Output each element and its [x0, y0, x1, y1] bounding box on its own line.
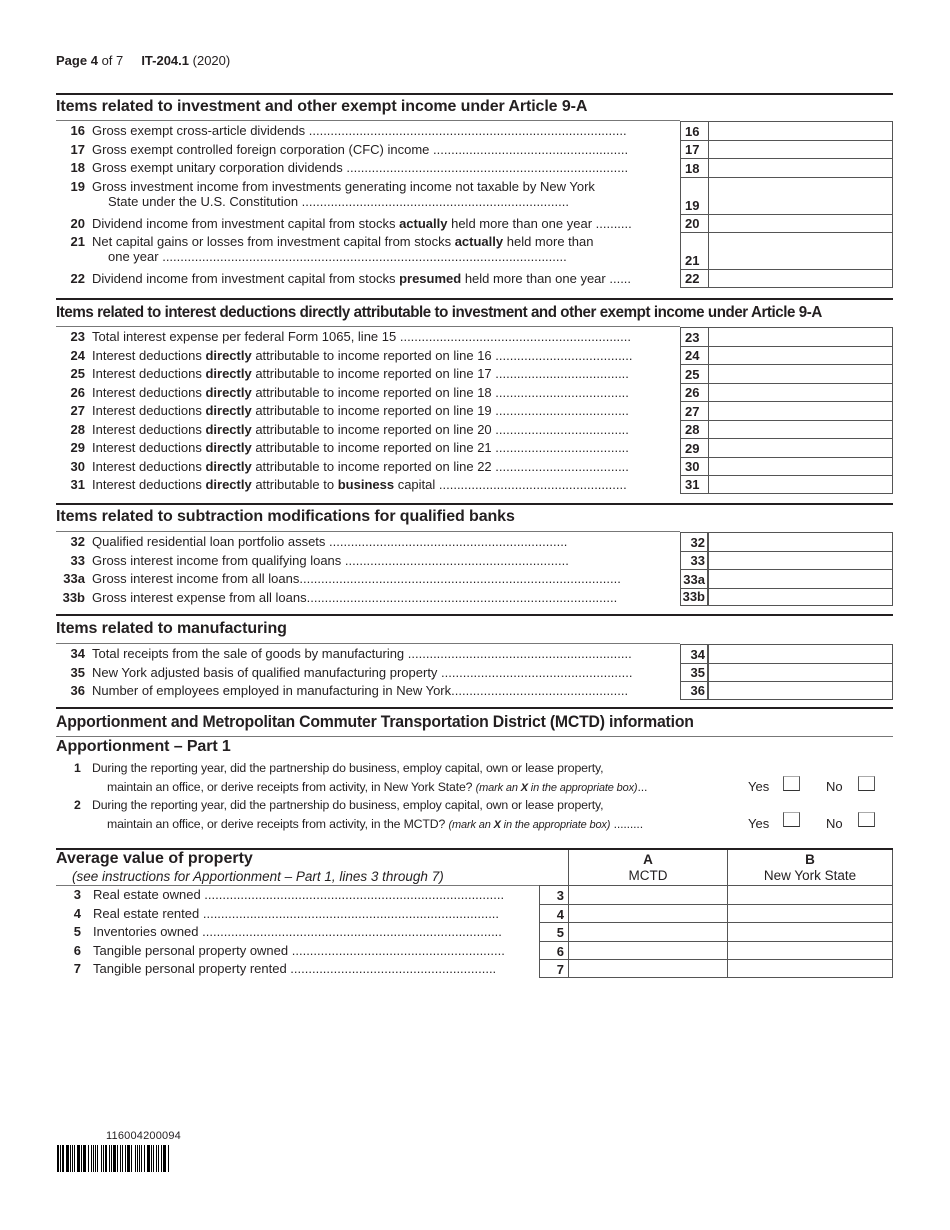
line-box-label: 23 — [680, 327, 708, 346]
line-25-amount-input[interactable] — [708, 364, 893, 383]
line-17 — [56, 140, 893, 159]
line-description: Interest deductions directly attributable to business capital .................................................... — [92, 477, 627, 492]
line-28 — [56, 420, 893, 439]
line-number: 32 — [70, 534, 85, 549]
line-description: Qualified residential loan portfolio assets .................................................................. — [92, 534, 568, 549]
property-table-title: Average value of property — [56, 850, 253, 867]
line-27 — [56, 401, 893, 420]
average-value-of-property-table — [56, 848, 893, 978]
line-20 — [56, 214, 893, 233]
line-33a — [56, 569, 893, 588]
line-6-mctd-input[interactable] — [568, 941, 727, 960]
line-18-amount-input[interactable] — [708, 158, 893, 177]
column-letter: B — [805, 852, 815, 867]
line-number: 28 — [70, 421, 85, 437]
line-6-nys-input[interactable] — [727, 941, 893, 960]
line-26 — [56, 383, 893, 402]
q2-no-label: No — [826, 816, 843, 831]
line-box-label: 3 — [539, 885, 568, 904]
line-number: 35 — [70, 664, 85, 680]
line-number: 20 — [70, 215, 85, 231]
line-31-amount-input[interactable] — [708, 475, 893, 494]
line-description: Total receipts from the sale of goods by manufacturing .............................................................. — [92, 646, 632, 661]
line-number: 30 — [70, 458, 85, 474]
line-number: 21 — [70, 234, 85, 249]
line-3-mctd-input[interactable] — [568, 885, 727, 904]
property-line-7 — [56, 959, 893, 978]
q1-no-checkbox[interactable] — [858, 776, 875, 791]
section-rule — [56, 298, 893, 300]
section-title-qualified-banks: Items related to subtraction modifications for qualified banks — [56, 508, 515, 525]
line-3-nys-input[interactable] — [727, 885, 893, 904]
line-number: 5 — [73, 924, 81, 939]
line-24-amount-input[interactable] — [708, 346, 893, 365]
line-description: Net capital gains or losses from investment capital from stocks actually held more than one year ................................................................................................................ — [92, 234, 594, 264]
line-box-label: 36 — [680, 681, 708, 700]
property-table-subtitle: (see instructions for Apportionment – Part 1, lines 3 through 7) — [72, 869, 444, 884]
line-number: 4 — [73, 905, 81, 921]
line-description: Interest deductions directly attributable to income reported on line 21 ..................................... — [92, 440, 629, 455]
column-label: New York State — [763, 868, 857, 883]
form-id: IT-204.1 — [141, 53, 190, 68]
line-32-amount-input[interactable] — [708, 532, 893, 551]
line-number: 25 — [70, 366, 85, 381]
line-box-label: 28 — [680, 420, 708, 439]
line-35-amount-input[interactable] — [708, 663, 893, 682]
section-title-apportionment-mctd: Apportionment and Metropolitan Commuter Transportation District (MCTD) information — [56, 713, 694, 731]
line-description: Total interest expense per federal Form 1065, line 15 ................................................................ — [92, 329, 631, 344]
line-number: 31 — [70, 477, 85, 492]
q2-yes-checkbox[interactable] — [783, 812, 800, 827]
line-description: New York adjusted basis of qualified manufacturing property ..................................................... — [92, 664, 633, 680]
line-16-amount-input[interactable] — [708, 121, 893, 140]
line-number: 22 — [70, 271, 85, 286]
line-box-label: 21 — [680, 232, 708, 269]
line-29 — [56, 438, 893, 457]
line-description: Interest deductions directly attributable to income reported on line 20 ..................................... — [92, 421, 629, 437]
line-box-label: 29 — [680, 438, 708, 457]
line-box-label: 24 — [680, 346, 708, 365]
line-description: Gross interest expense from all loans...................................................................................... — [92, 589, 618, 605]
line-36-amount-input[interactable] — [708, 681, 893, 700]
apportionment-part1-title: Apportionment – Part 1 — [56, 738, 231, 755]
line-box-label: 20 — [680, 214, 708, 233]
property-line-6 — [56, 941, 893, 960]
page-label: Page — [56, 53, 88, 68]
line-31 — [56, 475, 893, 494]
line-description: Real estate rented .................................................................................. — [93, 905, 500, 921]
line-box-label: 16 — [680, 121, 708, 140]
q1-yes-label: Yes — [748, 779, 770, 794]
line-number: 6 — [73, 942, 81, 958]
page-header — [56, 53, 230, 68]
line-box-label: 7 — [539, 959, 568, 978]
question-text: During the reporting year, did the partnership do business, employ capital, own or lease property, — [92, 798, 604, 812]
line-26-amount-input[interactable] — [708, 383, 893, 402]
question-text: During the reporting year, did the partnership do business, employ capital, own or lease property, — [92, 761, 604, 775]
line-description: Tangible personal property rented ......................................................... — [93, 961, 497, 976]
line-number: 33b — [62, 589, 85, 605]
line-description: Dividend income from investment capital from stocks presumed held more than one year ...... — [92, 271, 632, 286]
line-22-amount-input[interactable] — [708, 269, 893, 288]
line-30 — [56, 457, 893, 476]
line-29-amount-input[interactable] — [708, 438, 893, 457]
line-number: 23 — [70, 329, 85, 344]
line-box-label: 17 — [680, 140, 708, 159]
line-description: Dividend income from investment capital from stocks actually held more than one year .......... — [92, 215, 632, 231]
section-title-investment-income: Items related to investment and other exempt income under Article 9-A — [56, 98, 588, 115]
line-30-amount-input[interactable] — [708, 457, 893, 476]
property-table-header — [56, 848, 893, 885]
line-33 — [56, 551, 893, 570]
line-box-label: 31 — [680, 475, 708, 494]
line-33a-amount-input[interactable] — [708, 569, 893, 588]
line-22 — [56, 269, 893, 288]
line-23-amount-input[interactable] — [708, 327, 893, 346]
line-number: 3 — [73, 887, 81, 902]
line-box-label: 33b — [680, 588, 708, 607]
line-description: Gross interest income from all loans......................................................................................... — [92, 571, 621, 586]
line-number: 17 — [70, 141, 85, 157]
line-19-amount-input[interactable] — [708, 177, 893, 214]
line-33b-amount-input[interactable] — [708, 588, 893, 607]
column-b-header — [727, 850, 893, 885]
line-box-label: 33 — [680, 551, 708, 570]
qualified-bank-lines — [56, 532, 893, 606]
row-divider — [56, 885, 539, 886]
line-description: Interest deductions directly attributable to income reported on line 19 ..................................... — [92, 403, 629, 418]
form-year: (2020) — [192, 53, 231, 68]
section-title-manufacturing: Items related to manufacturing — [56, 620, 287, 637]
line-box-label: 22 — [680, 269, 708, 288]
section-rule — [56, 503, 893, 505]
line-7-nys-input[interactable] — [727, 959, 893, 978]
line-description: Number of employees employed in manufacturing in New York................................................. — [92, 683, 629, 698]
barcode-number: 116004200094 — [106, 1130, 181, 1142]
line-27-amount-input[interactable] — [708, 401, 893, 420]
line-4-mctd-input[interactable] — [568, 904, 727, 923]
line-16 — [56, 121, 893, 140]
line-description: Interest deductions directly attributable to income reported on line 18 ..................................... — [92, 384, 629, 400]
line-36 — [56, 681, 893, 700]
line-box-label: 6 — [539, 941, 568, 960]
line-4-nys-input[interactable] — [727, 904, 893, 923]
line-number: 19 — [70, 178, 85, 194]
line-description: Gross investment income from investments generating income not taxable by New York State under the U.S. Constitution .......................................................................... — [92, 178, 595, 209]
line-number: 33a — [63, 571, 85, 586]
line-description: Tangible personal property owned ........................................................... — [93, 942, 505, 958]
line-number: 33 — [70, 552, 85, 568]
line-5-nys-input[interactable] — [727, 922, 893, 941]
line-box-label: 4 — [539, 904, 568, 923]
line-20-amount-input[interactable] — [708, 214, 893, 233]
question-text-line2: maintain an office, or derive receipts from activity, in New York State? (mark an X in the appropriate box)... — [107, 780, 648, 794]
section-underline — [56, 736, 893, 737]
line-number: 18 — [70, 160, 85, 175]
line-18 — [56, 158, 893, 177]
line-number: 34 — [70, 646, 85, 661]
line-34-amount-input[interactable] — [708, 644, 893, 663]
line-33b — [56, 588, 893, 607]
line-box-label: 35 — [680, 663, 708, 682]
column-a-header — [568, 850, 727, 885]
barcode-icon — [57, 1145, 171, 1172]
line-number: 27 — [70, 403, 85, 418]
q2-yes-label: Yes — [748, 816, 770, 831]
line-5-mctd-input[interactable] — [568, 922, 727, 941]
manufacturing-lines — [56, 644, 893, 700]
line-21 — [56, 232, 893, 269]
column-letter: A — [643, 852, 653, 867]
line-box-label: 19 — [680, 177, 708, 214]
interest-deduction-lines — [56, 327, 893, 494]
line-box-label: 33a — [680, 569, 708, 588]
line-number: 24 — [70, 347, 85, 363]
property-line-5 — [56, 922, 893, 941]
line-28-amount-input[interactable] — [708, 420, 893, 439]
q1-yes-checkbox[interactable] — [783, 776, 800, 791]
line-number: 29 — [70, 440, 85, 455]
line-number: 16 — [70, 123, 85, 138]
section-rule — [56, 614, 893, 616]
line-number: 26 — [70, 384, 85, 400]
page-of: of 7 — [101, 53, 124, 68]
property-line-3 — [56, 885, 893, 904]
line-23 — [56, 327, 893, 346]
line-number: 36 — [70, 683, 85, 698]
line-34 — [56, 644, 893, 663]
column-label: MCTD — [628, 868, 668, 883]
line-17-amount-input[interactable] — [708, 140, 893, 159]
page-number: 4 — [90, 53, 98, 68]
line-box-label: 5 — [539, 922, 568, 941]
line-box-label: 18 — [680, 158, 708, 177]
question-number: 2 — [74, 798, 81, 812]
line-32 — [56, 532, 893, 551]
line-description: Real estate owned ................................................................................... — [93, 887, 505, 902]
property-line-4 — [56, 904, 893, 923]
line-box-label: 32 — [680, 532, 708, 551]
line-25 — [56, 364, 893, 383]
line-description: Gross exempt unitary corporation dividends .............................................................................. — [92, 160, 629, 175]
question-number: 1 — [74, 761, 81, 775]
question-text-line2: maintain an office, or derive receipts from activity, in the MCTD? (mark an X in the appropriate box) ......... — [107, 817, 643, 831]
line-box-label: 26 — [680, 383, 708, 402]
line-box-label: 30 — [680, 457, 708, 476]
line-24 — [56, 346, 893, 365]
section-rule — [56, 707, 893, 709]
section-title-interest-deductions: Items related to interest deductions directly attributable to investment and other exempt income under Article 9-A — [56, 304, 822, 321]
line-33-amount-input[interactable] — [708, 551, 893, 570]
line-box-label: 25 — [680, 364, 708, 383]
q1-no-label: No — [826, 779, 843, 794]
q2-no-checkbox[interactable] — [858, 812, 875, 827]
line-number: 7 — [73, 961, 81, 976]
line-21-amount-input[interactable] — [708, 232, 893, 269]
line-7-mctd-input[interactable] — [568, 959, 727, 978]
section-rule — [56, 93, 893, 95]
line-description: Gross interest income from qualifying loans .............................................................. — [92, 552, 569, 568]
line-35 — [56, 663, 893, 682]
line-19 — [56, 177, 893, 214]
line-description: Gross exempt controlled foreign corporation (CFC) income ...................................................... — [92, 141, 629, 157]
line-description: Interest deductions directly attributable to income reported on line 22 ..................................... — [92, 458, 629, 474]
line-description: Gross exempt cross-article dividends ........................................................................................ — [92, 123, 627, 138]
line-description: Interest deductions directly attributable to income reported on line 16 ...................................... — [92, 347, 633, 363]
line-description: Inventories owned ................................................................................... — [93, 924, 502, 939]
line-description: Interest deductions directly attributable to income reported on line 17 ..................................... — [92, 366, 629, 381]
line-box-label: 27 — [680, 401, 708, 420]
investment-income-lines — [56, 121, 893, 288]
line-box-label: 34 — [680, 644, 708, 663]
